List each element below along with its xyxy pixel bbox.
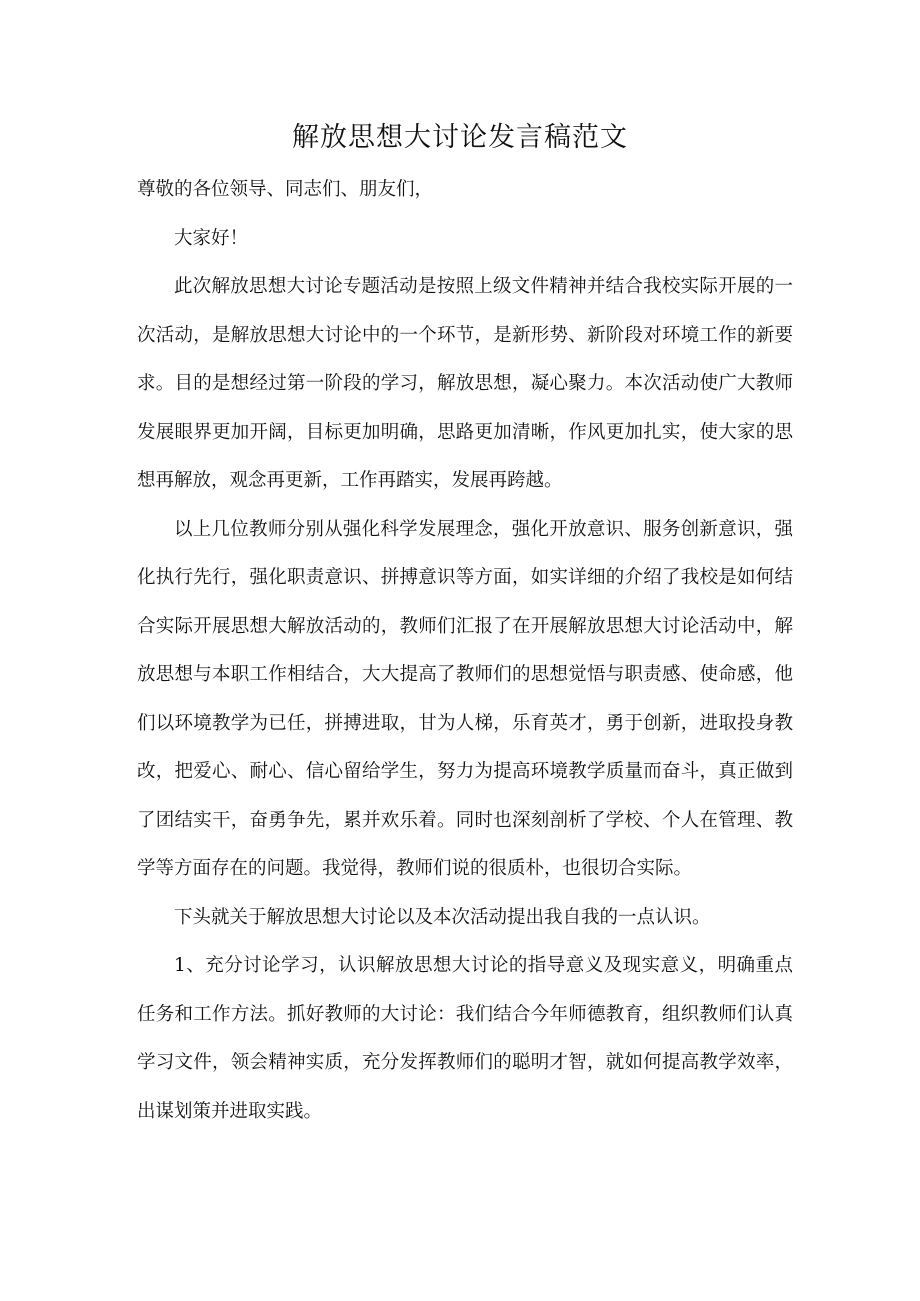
paragraph-transition: 下头就关于解放思想大讨论以及本次活动提出我自我的一点认识。 — [174, 906, 711, 928]
paragraph-point-one: 1、充分讨论学习，认识解放思想大讨论的指导意义及现实意义，明确重点任务和工作方法。抓好教师的大讨论：我们结合今年师德教育，组织教师们认真学习文件，领会精神实质，充分发挥教师们的聪明才智，就如何提高教学效率，出谋划策并进取实践。 — [137, 955, 793, 1122]
paragraph-activity-overview: 此次解放思想大讨论专题活动是按照上级文件精神并结合我校实际开展的一次活动，是解放思想大讨论中的一个环节，是新形势、新阶段对环境工作的新要求。目的是想经过第一阶段的学习，解放思想，凝心聚力。本次活动使广大教师发展眼界更加开阔，目标更加明确，思路更加清晰，作风更加扎实，使大家的思想再解放，观念再更新，工作再踏实，发展再跨越。 — [137, 276, 793, 491]
document-title: 解放思想大讨论发言稿范文 — [292, 122, 628, 153]
paragraph-teacher-reports: 以上几位教师分别从强化科学发展理念，强化开放意识、服务创新意识，强化执行先行，强化职责意识、拼搏意识等方面，如实详细的介绍了我校是如何结合实际开展思想大解放活动的，教师们汇报了在开展解放思想大讨论活动中，解放思想与本职工作相结合，大大提高了教师们的思想觉悟与职责感、使命感，他们以环境教学为已任，拼搏进取，甘为人梯，乐育英才，勇于创新，进取投身教改，把爱心、耐心、信心留给学生，努力为提高环境教学质量而奋斗，真正做到了团结实干，奋勇争先，累并欢乐着。同时也深刻剖析了学校、个人在管理、教学等方面存在的问题。我觉得，教师们说的很质朴，也很切合实际。 — [137, 518, 793, 879]
paragraph-greeting: 大家好！ — [174, 227, 249, 249]
document-body — [137, 166, 793, 1136]
salutation: 尊敬的各位领导、同志们、朋友们， — [137, 179, 434, 200]
